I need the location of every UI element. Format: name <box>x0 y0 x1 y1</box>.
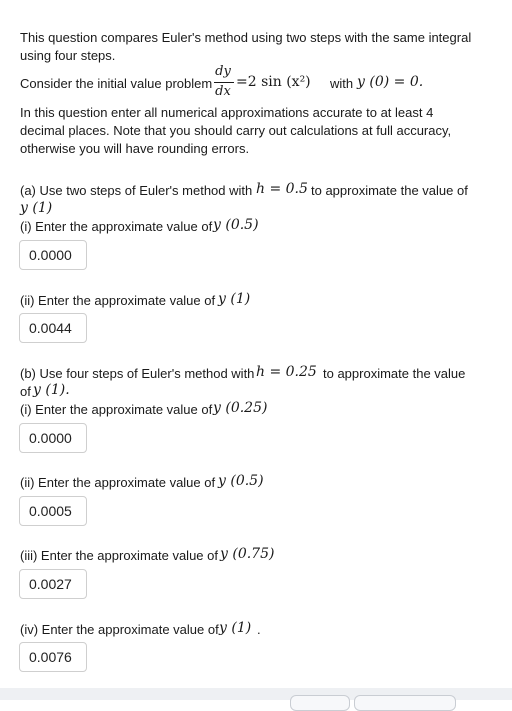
intro-line-2: using four steps. <box>20 48 116 63</box>
part-b-q1-answer-input[interactable]: 0.0000 <box>19 423 87 453</box>
part-b-q2-expr: y (0.5) <box>218 473 264 489</box>
part-b-y1: y (1). <box>33 382 70 398</box>
part-b-q3-label: (iii) Enter the approximate value of <box>20 548 218 563</box>
instruction-line-1: In this question enter all numerical approximations accurate to at least 4 <box>20 105 434 120</box>
part-b-q2-answer-input[interactable]: 0.0005 <box>19 496 87 526</box>
part-b-text-2: to approximate the value <box>323 366 466 381</box>
part-b-q1-expr: y (0.25) <box>213 400 268 416</box>
part-b-q3-expr: y (0.75) <box>220 546 275 562</box>
part-b-q4-expr: y (1) <box>219 620 252 636</box>
part-b-text-1: (b) Use four steps of Euler's method with <box>20 366 255 381</box>
part-b-q1-label: (i) Enter the approximate value of <box>20 402 213 417</box>
part-b-q4-suffix: . <box>257 622 261 637</box>
instruction-line-2: decimal places. Note that you should carry out calculations at full accuracy, <box>20 123 452 138</box>
fraction-bar <box>214 82 234 83</box>
part-a-q2-expr: y (1) <box>218 291 251 307</box>
ivp-initial-condition: y (0) = 0. <box>357 74 424 90</box>
ivp-rhs: =2 sin (x²) <box>236 74 311 90</box>
part-a-text-2: to approximate the value of <box>311 183 468 198</box>
part-a-h: h = 0.5 <box>256 181 308 197</box>
ivp-with: with <box>330 76 354 91</box>
part-a-q1-label: (i) Enter the approximate value of <box>20 219 213 234</box>
part-b-q4-label: (iv) Enter the approximate value of <box>20 622 219 637</box>
part-b-q3-answer-input[interactable]: 0.0027 <box>19 569 87 599</box>
instruction-line-3: otherwise you will have rounding errors. <box>20 141 250 156</box>
part-a-text-1: (a) Use two steps of Euler's method with <box>20 183 253 198</box>
ivp-prefix: Consider the initial value problem <box>20 76 213 91</box>
part-b-h: h = 0.25 <box>256 364 317 380</box>
footer-button-left[interactable] <box>290 695 350 711</box>
part-a-q1-answer-input[interactable]: 0.0000 <box>19 240 87 270</box>
footer-button-right[interactable] <box>354 695 456 711</box>
part-b-q2-label: (ii) Enter the approximate value of <box>20 475 216 490</box>
ivp-denominator: dx <box>215 84 231 99</box>
part-b-q4-answer-input[interactable]: 0.0076 <box>19 642 87 672</box>
part-b-of: of <box>20 384 31 399</box>
part-a-q2-answer-input[interactable]: 0.0044 <box>19 313 87 343</box>
part-a-q1-expr: y (0.5) <box>213 217 259 233</box>
part-a-q2-label: (ii) Enter the approximate value of <box>20 293 216 308</box>
intro-line-1: This question compares Euler's method using two steps with the same integral <box>20 30 472 45</box>
ivp-numerator: dy <box>215 64 231 79</box>
part-a-y1: y (1) <box>20 200 53 216</box>
